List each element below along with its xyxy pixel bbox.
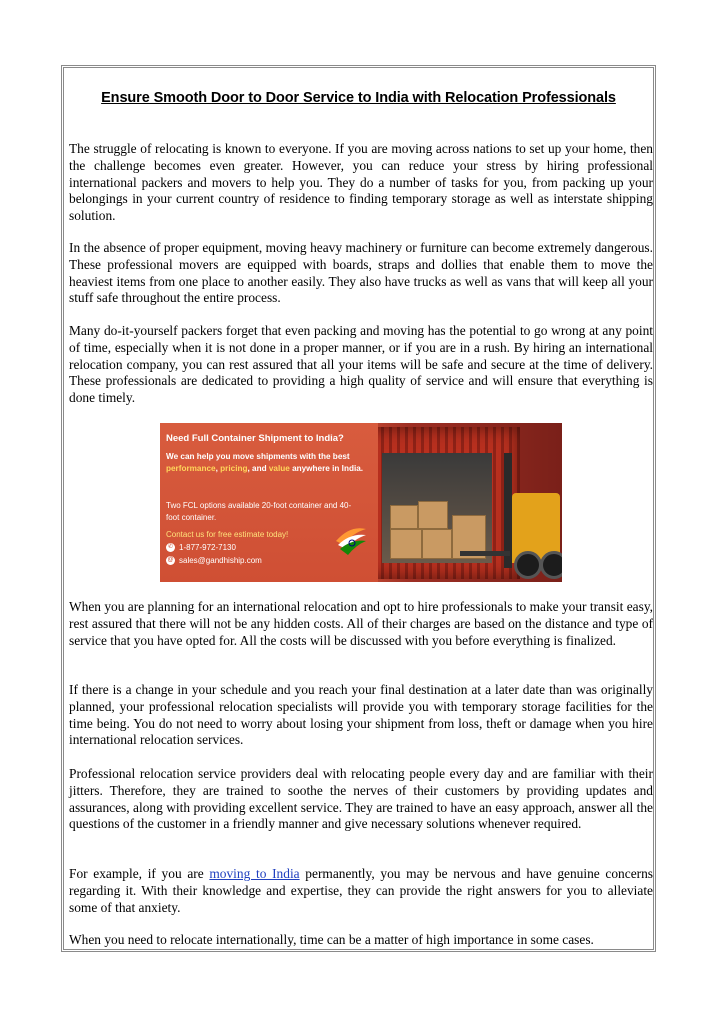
promo-banner-image[interactable]	[160, 423, 562, 582]
promo-heading: Need Full Container Shipment to India?	[166, 433, 344, 444]
paragraph-time-importance: When you need to relocate internationally, time can be a matter of high importance in some cases.	[69, 932, 594, 947]
paragraph-hidden-costs: When you are planning for an international relocation and opt to hire professionals to make your transit easy, rest assured that there will not be any hidden costs. All of their charges are based on the distance and type of service that you have opted for. All the costs will be discussed with you before everything is finalized.	[69, 599, 653, 648]
paragraph-service-providers: Professional relocation service providers deal with relocating people every day and are familiar with their jitters. Therefore, they are trained to soothe the nerves of their customers by providing updates and assurances, along with providing excellent service. They are trained to have an easy approach, answer all the questions of the customer in a friendly manner and give necessary solutions whenever required.	[69, 766, 653, 832]
paragraph-intro: The struggle of relocating is known to everyone. If you are moving across nations to set up your home, then the challenge becomes even greater. However, you can reduce your stress by hiring professional international packers and movers to help you. They do a number of tasks for you, from packing up your belongings in your current country of residence to finding temporary storage as well as interstate shipping solution.	[69, 141, 653, 224]
email-icon: @	[167, 557, 174, 563]
paragraph-schedule-change: If there is a change in your schedule and you reach your final destination at a later date than was originally planned, your professional relocation specialists will provide you with temporary storage facilities for the time being. You do not need to worry about losing your shipment from loss, theft or damage when you hire international relocation services.	[69, 682, 653, 748]
promo-phone	[166, 543, 236, 552]
paragraph-diy-packers: Many do-it-yourself packers forget that even packing and moving has the potential to go wrong at any point of time, especially when it is not done in a proper manner, or if you are in a rush. By hiring an international relocation company, you can rest assured that all your items will be safe and secure at the time of delivery. These professionals are dedicated to providing a high quality of service and will ensure that everything is done timely.	[69, 323, 653, 406]
forklift-wheel	[514, 551, 542, 579]
document-page-frame	[61, 65, 656, 952]
forklift-fork	[460, 551, 510, 556]
promo-fcl-options: Two FCL options available 20-foot container and 40-foot container.	[166, 501, 352, 522]
promo-phone-number: 1-877-972-7130	[179, 543, 236, 552]
document-title: Ensure Smooth Door to Door Service to India with Relocation Professionals	[101, 90, 616, 106]
paragraph-example: For example, if you are moving to India permanently, you may be nervous and have genuine concerns regarding it. With their knowledge and expertise, they can provide the right answers for you to alleviate some of that anxiety.	[69, 866, 653, 915]
moving-to-india-link[interactable]: moving to India	[209, 866, 300, 881]
paragraph-equipment: In the absence of proper equipment, moving heavy machinery or furniture can become extremely dangerous. These professional movers are equipped with boards, straps and dollies that enable them to move the heaviest items from one place to another easily. They also have trucks as well as vans that will keep all your stuff safe throughout the entire process.	[69, 240, 653, 306]
container-interior	[382, 453, 492, 563]
promo-email-address: sales@gandhiship.com	[179, 556, 262, 565]
india-flag-swoosh-icon	[332, 523, 368, 559]
promo-email	[166, 556, 262, 565]
forklift-wheel	[540, 551, 562, 579]
promo-call-to-action: Contact us for free estimate today!	[166, 530, 289, 539]
phone-icon: ✆	[167, 544, 174, 550]
promo-subtext: We can help you move shipments with the best performance, pricing, and value anywhere in India.	[166, 452, 364, 473]
